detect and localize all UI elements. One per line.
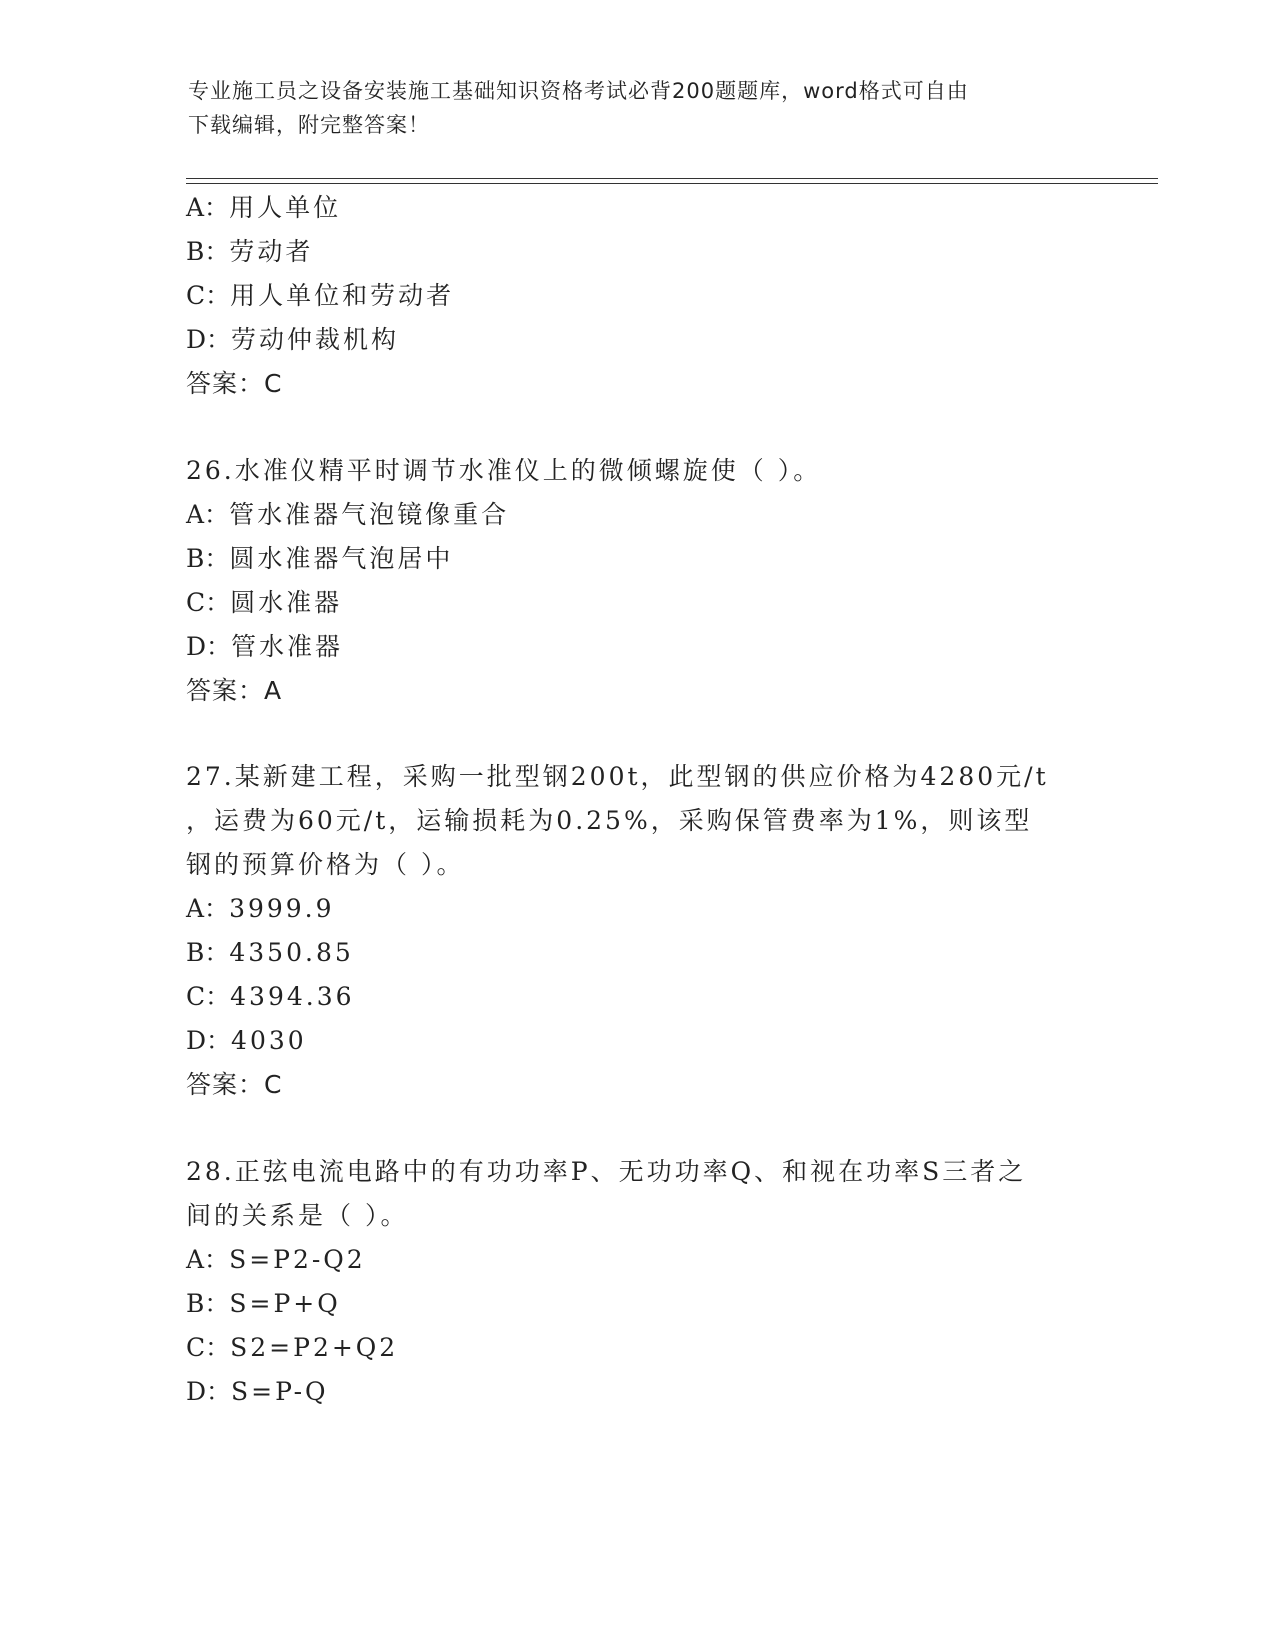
option-b (186, 236, 313, 268)
option-d (186, 324, 399, 356)
option-text: S=P+Q (229, 1289, 341, 1318)
option-text: S=P-Q (231, 1377, 329, 1406)
option-label: D： (186, 1026, 232, 1055)
option-text: 圆水准器 (230, 588, 343, 617)
header-line-1: 专业施工员之设备安装施工基础知识资格考试必背200题题库，word格式可自由 (188, 79, 969, 103)
answer-line: 答案：C (186, 369, 283, 398)
option-label: A： (186, 894, 230, 923)
option-c (186, 981, 355, 1013)
option-b (186, 543, 453, 575)
question-stem: 27.某新建工程，采购一批型钢200t，此型钢的供应价格为4280元/t (186, 762, 1049, 791)
option-label: A： (186, 193, 230, 222)
option-text: 用人单位和劳动者 (230, 281, 455, 310)
option-text: 3999.9 (229, 894, 335, 923)
option-label: A： (186, 1245, 230, 1274)
option-d (186, 1376, 329, 1408)
question-stem: 28.正弦电流电路中的有功功率P、无功功率Q、和视在功率S三者之 (186, 1157, 1027, 1186)
option-label: C： (186, 281, 231, 310)
question-stem: 26.水准仪精平时调节水准仪上的微倾螺旋使（ ）。 (186, 456, 822, 485)
option-label: C： (186, 982, 231, 1011)
header-line-2: 下载编辑，附完整答案！ (188, 113, 430, 137)
question-stem: 钢的预算价格为（ ）。 (186, 850, 465, 879)
option-text: 4394.36 (230, 982, 355, 1011)
answer-line: 答案：C (186, 1070, 283, 1099)
option-label: C： (186, 588, 231, 617)
option-label: B： (186, 1289, 230, 1318)
header-divider-bottom (186, 183, 1158, 184)
option-label: D： (186, 632, 232, 661)
option-label: D： (186, 325, 232, 354)
option-text: 4030 (231, 1026, 307, 1055)
option-c (186, 280, 454, 312)
option-text: 用人单位 (229, 193, 342, 222)
question-stem: ，运费为60元/t，运输损耗为0.25%，采购保管费率为1%，则该型 (186, 806, 1033, 835)
option-label: D： (186, 1377, 232, 1406)
option-text: 劳动仲裁机构 (231, 325, 400, 354)
option-a (186, 893, 335, 925)
header-divider-top (186, 178, 1158, 179)
option-c (186, 587, 342, 619)
option-a (186, 192, 341, 224)
option-a (186, 499, 509, 531)
option-label: B： (186, 938, 230, 967)
question-stem: 间的关系是（ ）。 (186, 1201, 409, 1230)
option-a (186, 1244, 366, 1276)
option-c (186, 1332, 398, 1364)
option-text: 圆水准器气泡居中 (229, 544, 454, 573)
option-label: C： (186, 1333, 231, 1362)
document-header (188, 74, 1088, 142)
option-text: 4350.85 (229, 938, 354, 967)
option-b (186, 937, 354, 969)
option-d (186, 1025, 307, 1057)
option-label: B： (186, 544, 230, 573)
answer-line: 答案：A (186, 676, 283, 705)
option-d (186, 631, 343, 663)
option-b (186, 1288, 341, 1320)
option-text: S2=P2+Q2 (230, 1333, 399, 1362)
option-text: S=P2-Q2 (229, 1245, 366, 1274)
option-text: 管水准器气泡镜像重合 (229, 500, 510, 529)
option-text: 管水准器 (231, 632, 344, 661)
option-label: A： (186, 500, 230, 529)
option-label: B： (186, 237, 230, 266)
option-text: 劳动者 (229, 237, 314, 266)
